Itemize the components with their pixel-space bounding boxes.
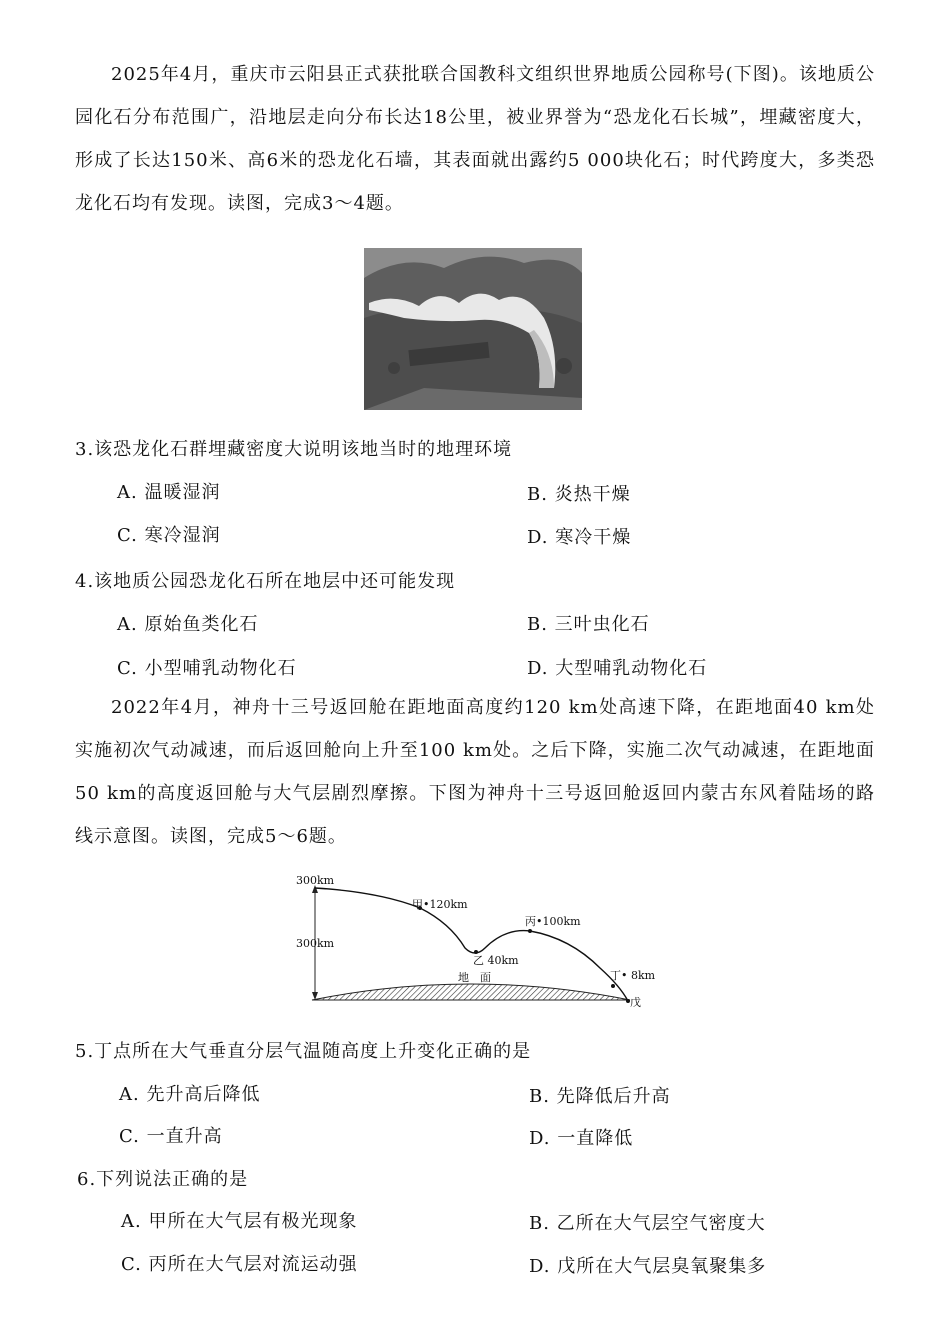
ground-arc bbox=[312, 984, 630, 1000]
side-label: 300km bbox=[296, 937, 335, 950]
question-3-option-c[interactable]: C. 寒冷湿润 bbox=[117, 525, 221, 546]
question-5-option-d[interactable]: D. 一直降低 bbox=[529, 1128, 634, 1149]
question-5-option-b[interactable]: B. 先降低后升高 bbox=[529, 1086, 671, 1107]
question-6-option-b[interactable]: B. 乙所在大气层空气密度大 bbox=[529, 1213, 766, 1234]
label-jia: 甲•120km bbox=[412, 898, 468, 911]
geopark-photo bbox=[364, 248, 582, 410]
label-wu: 戊 bbox=[630, 996, 641, 1009]
question-4-option-b[interactable]: B. 三叶虫化石 bbox=[527, 614, 650, 635]
question-5-option-a[interactable]: A. 先升高后降低 bbox=[119, 1084, 261, 1105]
question-5-stem: 5.丁点所在大气垂直分层气温随高度上升变化正确的是 bbox=[75, 1041, 532, 1062]
question-6-option-c[interactable]: C. 丙所在大气层对流运动强 bbox=[121, 1254, 358, 1275]
label-bing: 丙•100km bbox=[525, 915, 581, 928]
top-label: 300km bbox=[296, 874, 335, 887]
question-3-option-a[interactable]: A. 温暖湿润 bbox=[117, 482, 221, 503]
return-route-svg bbox=[290, 868, 656, 1018]
question-5-option-c[interactable]: C. 一直升高 bbox=[119, 1126, 223, 1147]
geopark-photo-illustration bbox=[364, 248, 582, 410]
passage-dinosaur: 2025年4月，重庆市云阳县正式获批联合国教科文组织世界地质公园称号(下图)。该地质公园化石分布范围广，沿地层走向分布长达18公里，被业界誉为“恐龙化石长城”，埋藏密度大，形成了长达150米、高6米的恐龙化石墙，其表面就出露约5 000块化石；时代跨度大，多类恐龙化石均有发现。读图，完成3～4题。 bbox=[75, 64, 875, 214]
question-4-option-d[interactable]: D. 大型哺乳动物化石 bbox=[527, 658, 708, 679]
question-3-stem: 3.该恐龙化石群埋藏密度大说明该地当时的地理环境 bbox=[75, 439, 513, 460]
point-ding bbox=[611, 984, 615, 988]
question-4-stem: 4.该地质公园恐龙化石所在地层中还可能发现 bbox=[75, 571, 456, 592]
question-6-stem: 6.下列说法正确的是 bbox=[77, 1169, 249, 1190]
return-route-diagram bbox=[290, 868, 656, 1018]
question-4-option-a[interactable]: A. 原始鱼类化石 bbox=[117, 614, 259, 635]
passage-shenzhou: 2022年4月，神舟十三号返回舱在距地面高度约120 km处高速下降，在距地面40 km处实施初次气动减速，而后返回舱向上升至100 km处。之后下降，实施二次气动减速，在距地面50 km的高度返回舱与大气层剧烈摩擦。下图为神舟十三号返回舱返回内蒙古东风着陆场的路线示意图。读图，完成5～6题。 bbox=[75, 697, 875, 847]
question-4-option-c[interactable]: C. 小型哺乳动物化石 bbox=[117, 658, 297, 679]
question-3-option-b[interactable]: B. 炎热干燥 bbox=[527, 484, 631, 505]
ground-label: 地 面 bbox=[458, 971, 491, 984]
label-yi: 乙 40km bbox=[473, 954, 519, 967]
label-ding: 丁• 8km bbox=[610, 969, 656, 982]
question-6-option-d[interactable]: D. 戊所在大气层臭氧聚集多 bbox=[529, 1256, 767, 1277]
question-3-option-d[interactable]: D. 寒冷干燥 bbox=[527, 527, 632, 548]
point-bing bbox=[528, 929, 532, 933]
question-6-option-a[interactable]: A. 甲所在大气层有极光现象 bbox=[121, 1211, 358, 1232]
